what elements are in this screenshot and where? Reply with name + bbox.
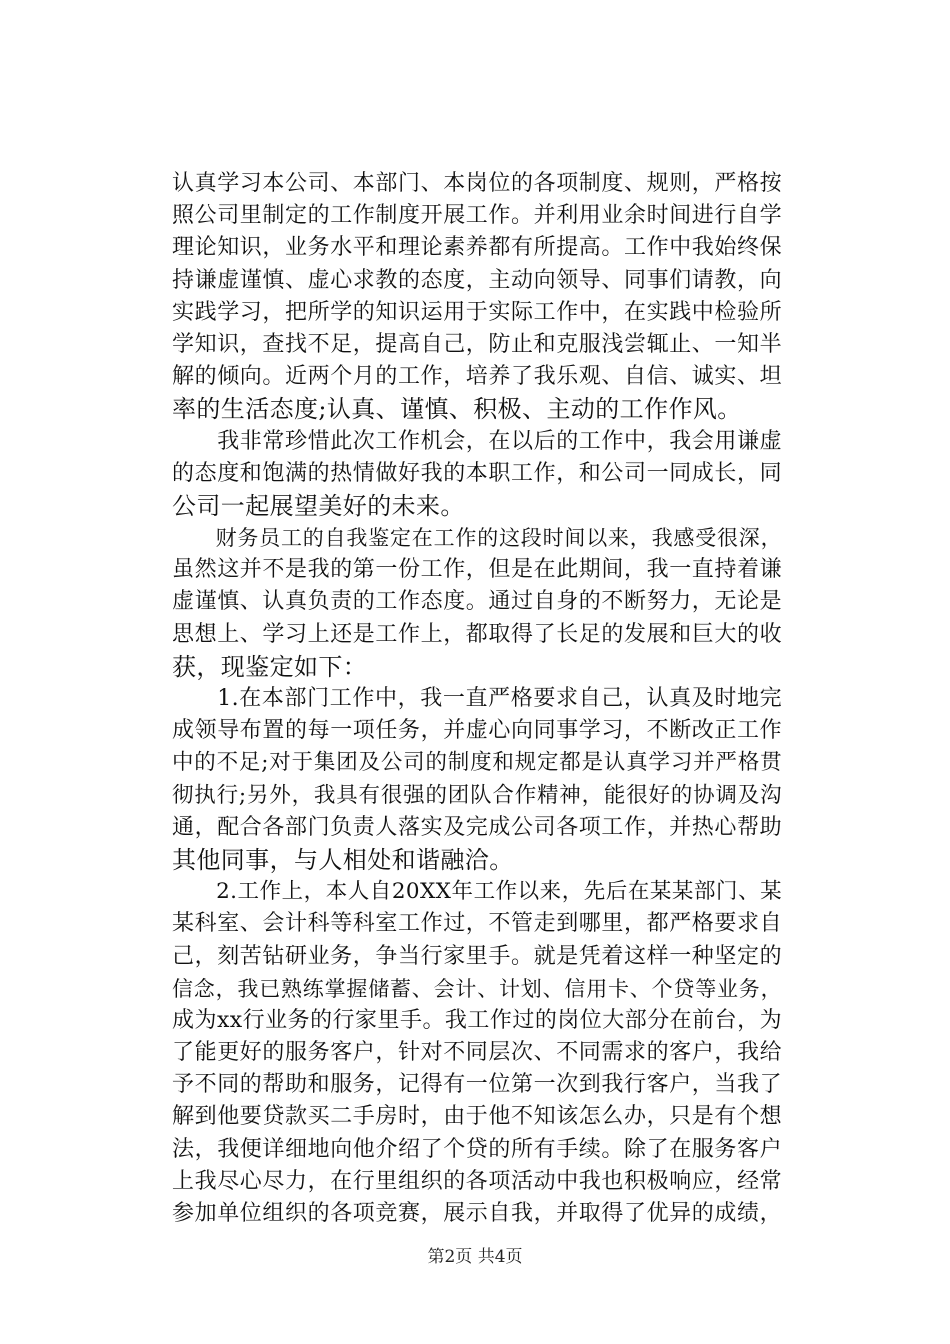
text-line: 中的不足;对于集团及公司的制度和规定都是认真学习并严格贯 (172, 750, 782, 776)
text-line: 1.在本部门工作中，我一直严格要求自己，认真及时地完 (172, 686, 782, 711)
text-line: 照公司里制定的工作制度开展工作。并利用业余时间进行自学 (172, 203, 782, 229)
text-line: 了能更好的服务客户，针对不同层次、不同需求的客户，我给 (172, 1040, 782, 1066)
text-line: 参加单位组织的各项竞赛，展示自我，并取得了优异的成绩， (172, 1201, 782, 1226)
text-line: 某科室、会计科等科室工作过，不管走到哪里，都严格要求自 (172, 911, 782, 937)
text-line: 实践学习，把所学的知识运用于实际工作中，在实践中检验所 (172, 299, 782, 325)
document-body (172, 168, 782, 1230)
text-line: 法，我便详细地向他介绍了个贷的所有手续。除了在服务客户 (172, 1136, 782, 1162)
page-footer: 第2页 共4页 (427, 1247, 523, 1267)
text-line: 我非常珍惜此次工作机会，在以后的工作中，我会用谦虚 (172, 428, 782, 454)
text-line: 公司一起展望美好的未来。 (172, 491, 465, 520)
text-line: 成领导布置的每一项任务，并虚心向同事学习，不断改正工作 (172, 718, 782, 744)
text-line: 上我尽心尽力，在行里组织的各项活动中我也积极响应，经常 (172, 1168, 782, 1194)
text-line: 的态度和饱满的热情做好我的本职工作，和公司一同成长，同 (172, 460, 782, 486)
text-line: 信念，我已熟练掌握储蓄、会计、计划、信用卡、个贷等业务， (172, 976, 782, 1001)
text-line: 认真学习本公司、本部门、本岗位的各项制度、规则，严格按 (172, 171, 782, 196)
text-line: 持谦虚谨慎、虚心求教的态度，主动向领导、同事们请教，向 (172, 267, 782, 293)
text-line: 解到他要贷款买二手房时，由于他不知该怎么办，只是有个想 (172, 1104, 782, 1130)
text-line: 彻执行;另外，我具有很强的团队合作精神，能很好的协调及沟 (172, 782, 782, 808)
text-line: 予不同的帮助和服务，记得有一位第一次到我行客户，当我了 (172, 1072, 782, 1098)
text-line: 通，配合各部门负责人落实及完成公司各项工作，并热心帮助 (172, 814, 782, 840)
text-line: 2.工作上，本人自20XX年工作以来，先后在某某部门、某 (172, 879, 782, 905)
text-line: 虚谨慎、认真负责的工作态度。通过自身的不断努力，无论是 (172, 589, 782, 615)
text-line: 财务员工的自我鉴定在工作的这段时间以来，我感受很深， (172, 526, 782, 551)
text-line: 学知识，查找不足，提高自己，防止和克服浅尝辄止、一知半 (172, 331, 782, 357)
text-line: 思想上、学习上还是工作上，都取得了长足的发展和巨大的收 (172, 621, 782, 647)
text-line: 理论知识，业务水平和理论素养都有所提高。工作中我始终保 (172, 235, 782, 261)
text-line: 虽然这并不是我的第一份工作，但是在此期间，我一直持着谦 (172, 557, 782, 583)
text-line: 率的生活态度;认真、谨慎、积极、主动的工作作风。 (172, 395, 742, 424)
text-line: 其他同事，与人相处和谐融洽。 (172, 845, 514, 874)
text-line: 己，刻苦钻研业务，争当行家里手。就是凭着这样一种坚定的 (172, 943, 782, 969)
text-line: 获，现鉴定如下： (172, 652, 368, 681)
text-line: 成为xx行业务的行家里手。我工作过的岗位大部分在前台，为 (172, 1007, 782, 1033)
text-line: 解的倾向。近两个月的工作，培养了我乐观、自信、诚实、坦 (172, 364, 782, 390)
